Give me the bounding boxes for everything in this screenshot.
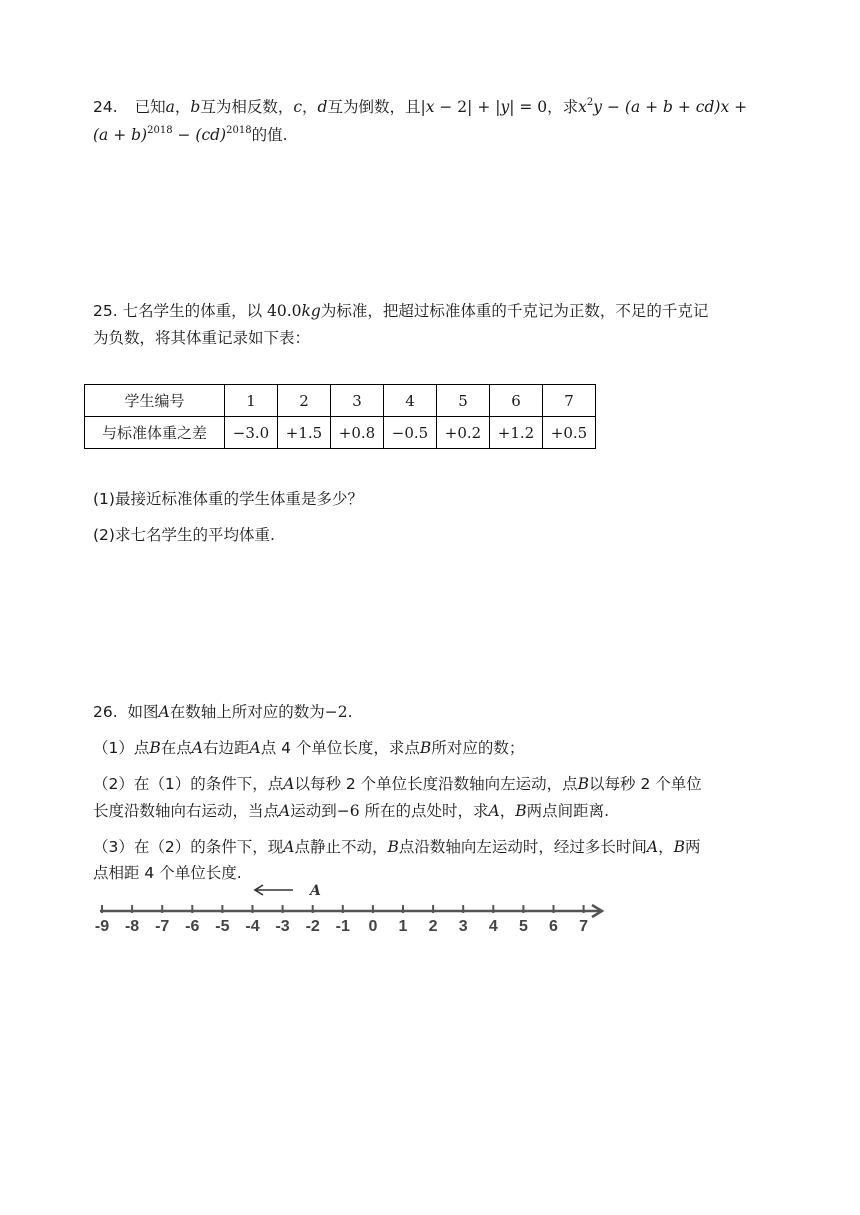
table-row [85,385,596,417]
weight-table [84,384,596,449]
q26-sub-3-line-1: （3）在（2）的条件下，现A点静止不动，B点沿数轴向左运动时，经过多长时间A，B两 [93,838,701,856]
row-label-id: 学生编号 [85,385,225,417]
table-cell: +0.5 [543,417,596,449]
table-cell: −3.0 [225,417,278,449]
table-cell: 3 [331,385,384,417]
table-cell: +1.2 [490,417,543,449]
q25-line-1: 25. 七名学生的体重，以 40.0kg为标准，把超过标准体重的千克记为正数，不足的千克记 [93,302,709,320]
tick-label: -5 [215,918,230,935]
point-a-label: A [310,883,321,899]
row-label-diff: 与标准体重之差 [85,417,225,449]
tick-label: 0 [368,918,378,935]
tick-label: 2 [428,918,438,935]
table-cell: 5 [437,385,490,417]
q24-text-1: 已知a，b互为相反数，c，d互为倒数，且|x − 2| + |y| = 0，求$x^2y - (a + b + cd)x$ + [134,96,748,116]
q25-sub-2: (2)求七名学生的平均体重. [93,526,275,544]
table-cell: +0.2 [437,417,490,449]
table-cell: +1.5 [278,417,331,449]
q24-line-2: $(a + b)^{2018} - (cd)^{2018}$的值. [93,124,288,144]
tick-label: -6 [185,918,200,935]
tick-label: -2 [305,918,320,935]
table-cell: 7 [543,385,596,417]
tick-label: -7 [155,918,170,935]
table-cell: 1 [225,385,278,417]
table-cell: 6 [490,385,543,417]
q26-sub-3-line-2: 点相距 4 个单位长度. [93,864,242,882]
tick-label: -1 [335,918,350,935]
table-cell: +0.8 [331,417,384,449]
tick-label: 7 [579,918,589,935]
table-cell: 4 [384,385,437,417]
tick-label: 5 [518,918,528,935]
tick-label: -8 [124,918,140,935]
q25-sub-1: (1)最接近标准体重的学生体重是多少？ [93,490,363,508]
q25-line-2: 为负数，将其体重记录如下表： [93,329,311,347]
table-cell: −0.5 [384,417,437,449]
q24-line-1 [93,96,747,118]
tick-label: 4 [488,918,498,935]
tick-label: -3 [275,918,290,935]
q26-sub-2-line-2: 长度沿数轴向右运动，当点A运动到−6 所在的点处时，求A，B两点间距离. [93,802,610,820]
q26-sub-2-line-1: （2）在（1）的条件下，点A以每秒 2 个单位长度沿数轴向左运动，点B以每秒 2 个单位 [93,775,702,793]
table-cell: 2 [278,385,331,417]
number-line [80,875,620,940]
tick-label: 1 [398,918,408,935]
tick-label: 3 [458,918,468,935]
q24-number: 24. [93,98,118,116]
q26-line-1: 26. 如图A在数轴上所对应的数为−2. [93,703,353,721]
tick-label: -4 [245,918,260,935]
tick-label: 6 [549,918,558,935]
q26-sub-1: （1）点B在点A右边距A点 4 个单位长度，求点B所对应的数； [93,739,525,757]
table-row [85,417,596,449]
tick-label: -9 [94,918,110,935]
